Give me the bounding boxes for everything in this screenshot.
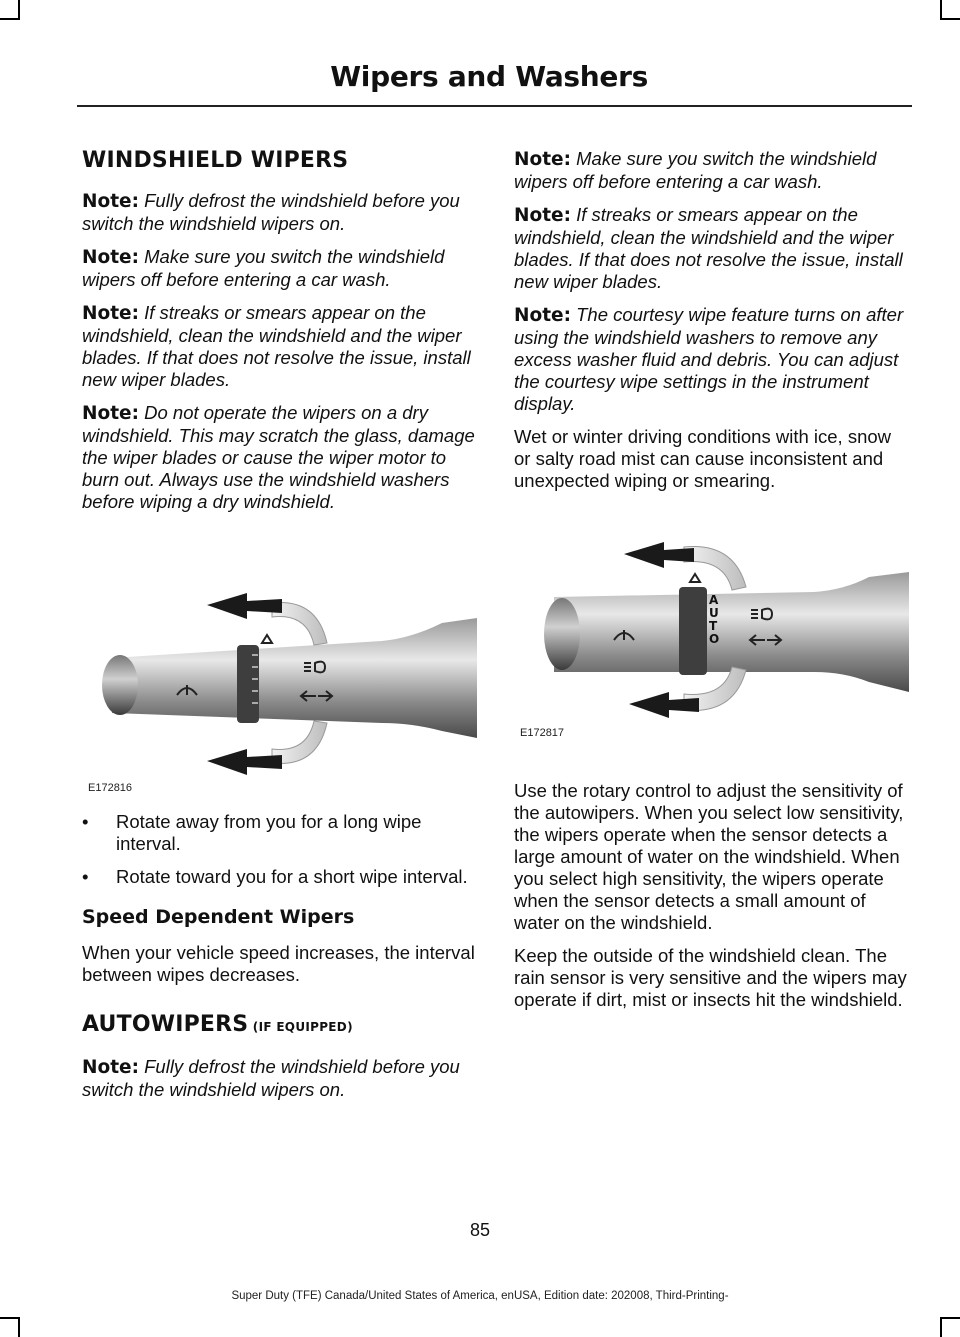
page-number: 85 (469, 1220, 491, 1240)
bullet-list (82, 811, 477, 888)
crop-mark (940, 1317, 960, 1319)
note (82, 246, 477, 291)
wash-wiper-icon (690, 574, 700, 582)
figure-code: E172816 (88, 782, 133, 794)
note-label: Note: (82, 1057, 139, 1078)
note-text: Fully defrost the windshield before you switch the windshield wipers on. (82, 190, 460, 234)
wash-wiper-icon (262, 635, 272, 643)
autowiper-stalk-illustration (514, 532, 909, 772)
note (82, 1056, 477, 1101)
auto-letter: O (709, 632, 720, 646)
note (514, 204, 909, 293)
note-text: Make sure you switch the windshield wipers off before entering a car wash. (514, 148, 877, 192)
page-header-title: Wipers and Washers (330, 60, 648, 93)
note-text: If streaks or smears appear on the windshield, clean the windshield and the wiper blades. If that does not resolve the issue, install new wiper blades. (82, 302, 471, 390)
note-text: The courtesy wipe feature turns on after using the windshield washers to remove any excess washer fluid and debris. You can adjust the courtesy wipe settings in the instrument display. (514, 304, 904, 414)
crop-mark (940, 0, 942, 20)
crop-mark (0, 1317, 20, 1319)
note (82, 302, 477, 391)
note-label: Note: (82, 247, 139, 268)
right-column (514, 140, 909, 1022)
note-text: Do not operate the wipers on a dry windshield. This may scratch the glass, damage the wiper blades or cause the wiper motor to burn out. Always use the windshield washers before wiping a dry windshield. (82, 402, 475, 512)
keep-clean-text: Keep the outside of the windshield clean. The rain sensor is very sensitive and the wipers may operate if dirt, mist or insects hit the windshield. (514, 945, 907, 1010)
note-label: Note: (514, 149, 571, 170)
stalk-end-cap (544, 598, 580, 670)
rotary-ring (237, 645, 259, 723)
arrow-away-icon (624, 542, 694, 568)
note-text: Fully defrost the windshield before you switch the windshield wipers on. (82, 1056, 460, 1100)
rotary-control-text: Use the rotary control to adjust the sensitivity of the autowipers. When you select low sensitivity, the wipers operate when the sensor detects a large amount of water on the windshield. When you select high sensitivity, the wipers operate when the sensor detects a small amount of water on the windshield. (514, 780, 904, 933)
crop-mark (18, 1317, 20, 1337)
crop-mark (18, 0, 20, 20)
stalk-body (112, 618, 477, 738)
note-label: Note: (82, 403, 139, 424)
auto-letters (709, 593, 719, 646)
rotary-ring (679, 587, 707, 675)
note-label: Note: (82, 191, 139, 212)
note-label: Note: (514, 205, 571, 226)
auto-letter: U (709, 606, 719, 620)
note (82, 402, 477, 513)
wiper-stalk-illustration (82, 563, 477, 803)
autowipers-title: AUTOWIPERS (82, 1012, 249, 1037)
crop-mark (940, 1317, 942, 1337)
crop-mark (0, 18, 20, 20)
list-item: • Rotate toward you for a short wipe interval. (82, 866, 477, 888)
header-rule (77, 105, 912, 107)
auto-letter: A (709, 593, 719, 607)
note (514, 148, 909, 193)
note-text: Make sure you switch the windshield wipers off before entering a car wash. (82, 246, 445, 290)
autowiper-stalk-figure (514, 532, 909, 772)
list-item: • Rotate away from you for a long wipe interval. (82, 811, 477, 855)
stalk-end-cap (102, 655, 138, 715)
note (514, 304, 909, 415)
left-column (82, 140, 477, 1112)
note-label: Note: (82, 303, 139, 324)
note-label: Note: (514, 305, 571, 326)
auto-letter: T (709, 619, 718, 633)
figure-code: E172817 (520, 727, 565, 739)
winter-conditions-text: Wet or winter driving conditions with ice, snow or salty road mist can cause inconsistent and unexpected wiping or smearing. (514, 426, 892, 491)
footer-edition-text: Super Duty (TFE) Canada/United States of America, enUSA, Edition date: 202008, Third-Printing- (231, 1290, 729, 1302)
subheading-speed-dependent-wipers: Speed Dependent Wipers (82, 906, 355, 928)
arrow-toward-icon (207, 749, 282, 775)
arrow-away-icon (207, 593, 282, 619)
wiper-stalk-figure (82, 563, 477, 803)
section-heading-windshield-wipers: WINDSHIELD WIPERS (82, 148, 349, 173)
section-heading-autowipers (82, 1014, 477, 1038)
speed-dependent-text: When your vehicle speed increases, the interval between wipes decreases. (82, 942, 475, 985)
note (82, 190, 477, 235)
note-text: If streaks or smears appear on the windshield, clean the windshield and the wiper blades. If that does not resolve the issue, install new wiper blades. (514, 204, 903, 292)
if-equipped-label: (IF EQUIPPED) (248, 1020, 353, 1034)
crop-mark (940, 18, 960, 20)
